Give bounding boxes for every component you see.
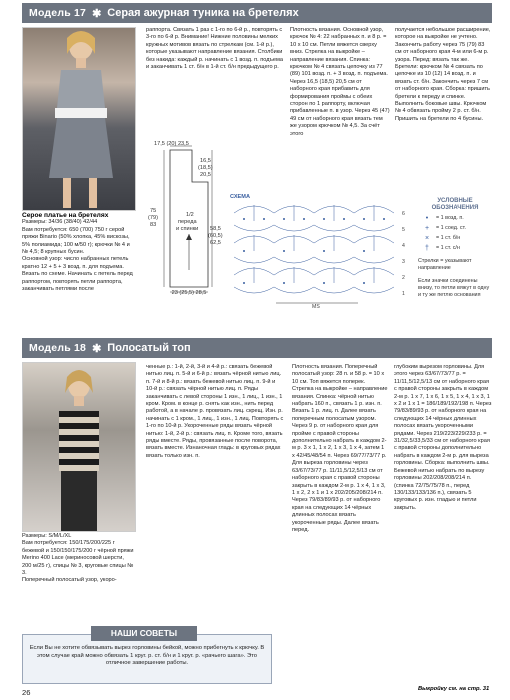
model17-text-col2: раппорта. Связать 1 раз с 1-го по 6-й р., повторять с 3-го по 6-й р. Внимание! Нижние половины мелких кружных мотивов вязать по стрелкам (см. 1-й р.), которые указывают направление вязания. Столбики без накида: каждый р. начинать с 1 возд. п. подъема и заканчивать 1 ст. б/н в 1-й ст. б/н предыдущего р. bbox=[146, 27, 283, 71]
tips-text: Если Вы не хотите обвязывать вырез горловины бейкой, можно прибегнуть к крючку. В этом случае край можно обвязать 1 круг. р. ст. б/н и 1 круг. р. «рачьего шага». Это отличное завершение работы. bbox=[29, 645, 265, 667]
legend-title: УСЛОВНЫЕ ОБОЗНАЧЕНИЯ bbox=[431, 198, 479, 211]
page-number: 26 bbox=[22, 688, 31, 697]
schema-dim-mid3: 62,5 bbox=[210, 240, 221, 246]
model18-figure-illustration bbox=[23, 363, 135, 531]
schema-dim-mid1: 58,5 bbox=[210, 226, 221, 232]
legend-item-text: = 1 соед. ст. bbox=[436, 225, 466, 231]
model18-caption bbox=[22, 533, 134, 585]
single-crochet-icon: × bbox=[424, 235, 430, 242]
model17-figure-illustration bbox=[23, 28, 135, 210]
model17-photo bbox=[22, 27, 136, 211]
schema-dim-side2: (18,5) bbox=[198, 165, 213, 171]
garment-schema bbox=[148, 141, 223, 297]
star-icon: ✱ bbox=[92, 7, 102, 20]
model18-photo bbox=[22, 362, 136, 532]
model18-header bbox=[22, 338, 492, 358]
model17-sizes: Размеры: 34/36 (38/40) 42/44 bbox=[22, 219, 98, 226]
chart-row-label: 3 bbox=[402, 259, 405, 265]
legend-item-text: = 1 ст. с/н bbox=[436, 245, 460, 251]
star-icon: ✱ bbox=[92, 342, 102, 355]
pattern-reference: Выкройку см. на стр. 31 bbox=[418, 686, 490, 692]
slip-stitch-icon: + bbox=[424, 225, 430, 232]
model17-pattern: Основной узор: число набранных петель кратно 12 + 5 + 3 возд. п. для подъема. Вязать по схеме. Начинать с петель перед раппортом, повторять петли раппорта, заканчивать петлями после bbox=[22, 256, 133, 293]
chart-row-label: 4 bbox=[402, 243, 405, 249]
model17-title: Серая ажурная туника на бретелях bbox=[107, 7, 299, 19]
chart-repeat-label: MS bbox=[312, 304, 320, 310]
chart-row-label: 2 bbox=[402, 275, 405, 281]
crochet-chart-label: СХЕМА bbox=[230, 194, 250, 200]
model17-number: Модель 17 bbox=[29, 7, 87, 19]
schema-dim-left1: 75 bbox=[150, 208, 157, 214]
tips-title: НАШИ СОВЕТЫ bbox=[91, 626, 197, 641]
legend-item bbox=[418, 235, 492, 242]
legend-item-text: = 1 ст. б/н bbox=[436, 235, 461, 241]
schema-dim-mid2: (60,5) bbox=[208, 233, 223, 239]
schema-center1: 1/2 bbox=[186, 212, 194, 218]
tips-box bbox=[22, 628, 272, 684]
double-crochet-icon: † bbox=[425, 245, 429, 252]
chart-row-label: 1 bbox=[402, 291, 405, 297]
schema-dim-left3: 83 bbox=[150, 222, 157, 228]
model17-caption-title: Серое платье на бретелях bbox=[22, 212, 109, 219]
model17-header bbox=[22, 3, 492, 23]
crochet-chart-drawing bbox=[224, 195, 412, 310]
model18-text-col4: глубоким вырезом горловины. Для этого через 63/67/73/77 р. = 11/11,5/12,5/13 см от наборного края с правой стороны закрыть в каждом 2-м р. 1 х 7, 1 х 6, 1 х 5, 1 х 4, 1 х 3, 1 х 2 и 1 х 1 = 186/189/192/198 п. Через 79/83/89/93 р. от наборного края на следующих 14 чёрных длинных полосах вязать укороченными рядами. Через 219/223/229/233 р. = 31/32,5/33,5/33 см от наборного края с правой стороны дополнительно набрать в каждом 2-м р. для выреза горловины. Сборка: выполнить швы. Бежевой нитью набрать по вырезу горловины 202/208/208/214 п. (спинка 72/75/75/78 п., перед 130/133/133/136 п.), связать 5 круговых р. изн. гладью и петли закрыть. bbox=[394, 364, 492, 511]
legend-item bbox=[418, 245, 492, 252]
schema-center3: и спинки bbox=[176, 226, 199, 232]
chart-row-label: 5 bbox=[402, 227, 405, 233]
schema-dim-top: 17,5 (20) 23,5 bbox=[154, 141, 189, 147]
model17-caption bbox=[22, 212, 134, 293]
legend-note: Если значки соединены внизу, то петли вяжут в одну и ту же петлю основания bbox=[418, 278, 490, 298]
model18-text-col2: ченные р.: 1-й, 2-й, 3-й и 4-й р.: связать бежевой нитью лиц. п. 5-й и 6-й р.: вязать чёрной нитью лиц. п. 7-й и 8-й р.: вязать бежевой нитью лиц. п. 9-й и 10-й р.: связать чёрной нитью лиц. п. Ряды заканчивать с левой стороны 1 изн., 1 лиц., 1 изн., 1 кром. Кром. в конце р. снять как изн., нить перед работой, а в начале р. провязать лиц. скрещ. Изн. р. начинать с 1 кром., 1 лиц., 1 изн., 1 лиц. Повторять с 1-го по 10-й р. Укороченные ряды вязать чёрной нитью: 1-й, 2-й р.: связать лиц. п. Кроме того, вязать ряды вместе. Ряды, провязанные после поворота, вязать вместе. Изнаночная гладь: в круговых рядах вязать только изн. п. bbox=[146, 364, 284, 459]
model18-materials: Вам потребуется: 150/175/200/225 г бежевой и 150/150/175/200 г чёрной пряжи Merino 400 Lace (мериносовой шерсти, 200 м/25 г), спицы № 3, круговые спицы № 3. bbox=[22, 540, 134, 577]
crochet-chart bbox=[224, 195, 412, 310]
model17-materials: Вам потребуется: 650 (700) 750 г серой пряжи Binario (50% хлопка, 45% вискозы, 5% полиамида; 100 м/50 г); крючки № 4 и № 4,5; 8 крупных бусин. bbox=[22, 226, 130, 256]
schema-dim-left2: (79) bbox=[148, 215, 158, 221]
chain-stitch-icon: • bbox=[425, 215, 429, 222]
chart-row-label: 6 bbox=[402, 211, 405, 217]
legend-arrows-note: Стрелки = указывают направление bbox=[418, 258, 472, 271]
schema-center2: переда bbox=[178, 219, 197, 225]
legend-item-text: = 1 возд. п. bbox=[436, 215, 464, 221]
model17-text-col4: получается небольшое расширение, которое на выкройке не учтено. Закончить работу через 75 (79) 83 см от наборного края 4-м или 6-м р. узора. Перед: вязать так же. Бретели: крючком № 4 связать по цепочке из 10 (12) 14 возд. п. и вязать ст. б/н. Закончить через 7 см от наборного края. Сборка: пришить бретели к переду и спинке. Выполнить боковые швы. Крючком № 4 обвязать пройму 2 р. ст. б/н. Пришить на бретели по 4 бусины. bbox=[395, 27, 491, 122]
model17-text-col3: Плотность вязания. Основной узор, крючок № 4: 22 набранных п. и 8 р. = 10 х 10 см. Петли вяжется сверху вниз. Стрелка на выкройке – направление вязания. Спинка: крючком № 4 связать цепочку из 77 (89) 101 возд. п. + 3 возд. п. подъема. Через 16,5 (18,5) 20,5 см от наборного края прибавить для формирования проймы с обеих сторон по 1 раппорту, включая прибавленные п. в узор. Через 45 (47) 49 см от наборного края вязать тем же узором крючком № 4,5. За счёт этого bbox=[290, 27, 390, 137]
schema-dim-side1: 16,5 bbox=[200, 158, 211, 164]
chart-legend bbox=[418, 198, 492, 316]
model18-pattern: Поперечный полосатый узор, укоро- bbox=[22, 577, 117, 584]
model18-title: Полосатый топ bbox=[107, 342, 191, 354]
legend-item bbox=[418, 225, 492, 232]
legend-item bbox=[418, 215, 492, 222]
model18-number: Модель 18 bbox=[29, 342, 87, 354]
schema-dim-bottom: 23 (25,5) 28,5 bbox=[171, 290, 207, 296]
model18-sizes: Размеры: S/M/L/XL bbox=[22, 533, 72, 539]
model18-text-col3: Плотность вязания. Поперечный полосатый узор: 28 п. и 58 р. = 10 х 10 см. Топ вяжется поперек. Стрелка на выкройке – направление вязания. Спинка: чёрной нитью набрать 160 п., связать 1 р. изн. п. Вязать 1 р. лиц. п. Далее вязать поперечным полосатым узором. Через 9 р. от наборного края для пройме с правой стороны дополнительно набрать в каждом 2-м р. 3 х 1, 1 х 2, 1 х 3, 1 х 4, затем 1 х 42/45/48/54 п. Через 69/77/73/77 р. Для выреза горловины через 63/67/73/77 р. 11/11,5/12,5/13 см от наборного края с правой стороны закрыть в каждом 2-м р. 1 х 4, 1 х 3, 1 х 2, 2 х 1 и 1 х 202/205/208/214 п. Через 79/83/89/93 р. от наборного края на следующих 14 чёрных длинных полосах вязать укороченные ряды. Далее вязать перед. bbox=[292, 364, 388, 533]
schema-dim-side3: 20,5 bbox=[200, 172, 211, 178]
